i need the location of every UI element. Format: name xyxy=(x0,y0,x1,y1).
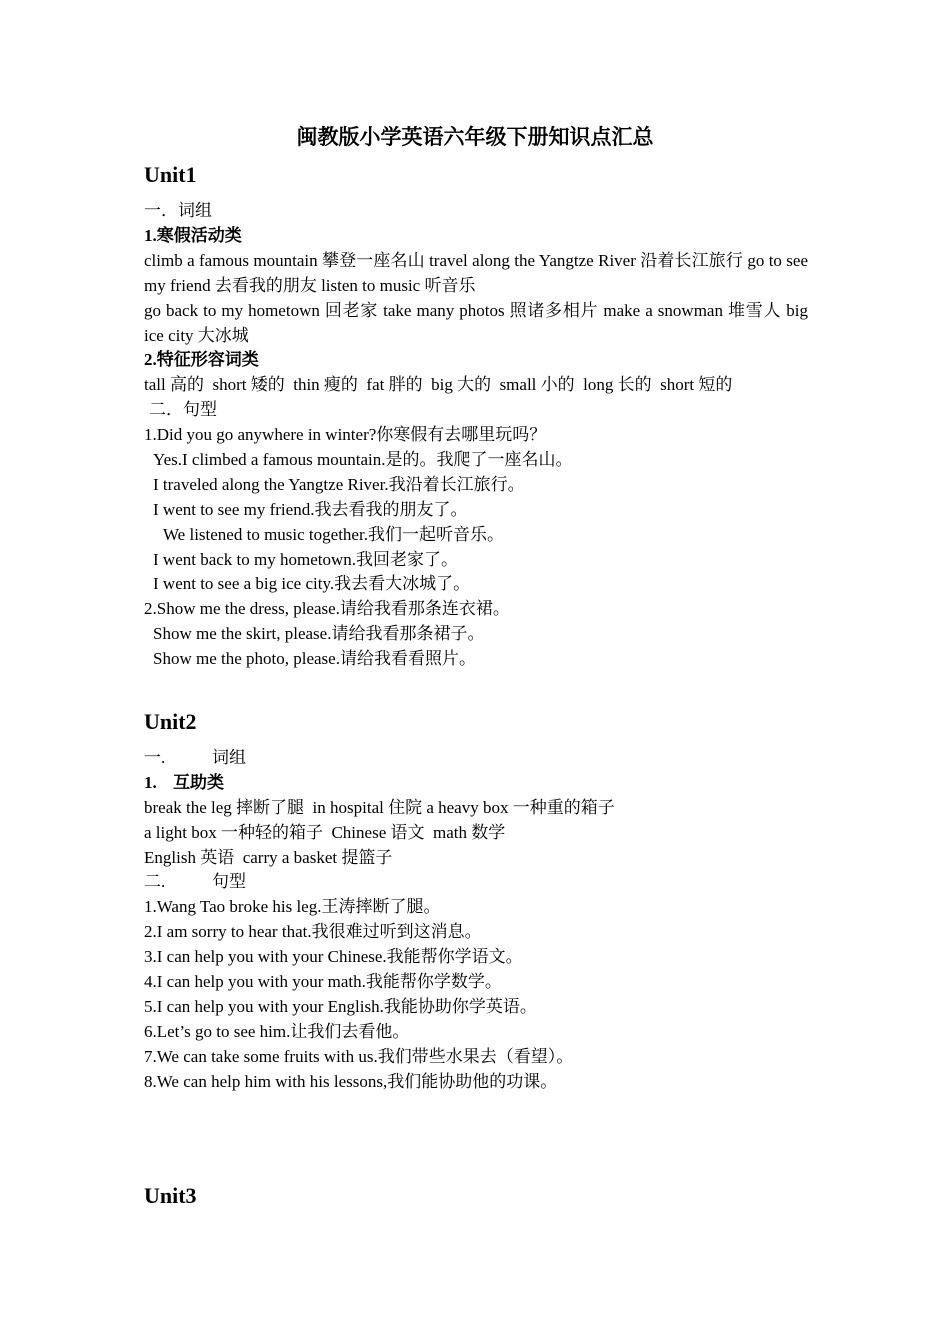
unit2-sentence: 7.We can take some fruits with us.我们带些水果去（看望）。 xyxy=(144,1046,574,1066)
unit2-sentence: 8.We can help him with his lessons,我们能协助他的功课。 xyxy=(144,1071,558,1091)
unit3-heading: Unit3 xyxy=(144,1183,197,1208)
unit2-category1-heading xyxy=(144,771,808,796)
unit2-sentence: 3.I can help you with your Chinese.我能帮你学语文。 xyxy=(144,947,523,967)
unit1-sentence: Yes.I climbed a famous mountain.是的。我爬了一座名山。 xyxy=(153,449,573,469)
unit1-sentence: 2.Show me the dress, please.请给我看那条连衣裙。 xyxy=(144,599,510,619)
unit2-phrase-line: English 英语 carry a basket 提篮子 xyxy=(144,847,393,867)
unit2-section2-label: 句型 xyxy=(212,872,246,892)
unit2-heading: Unit2 xyxy=(144,709,197,734)
unit2-phrase-line: a light box 一种轻的箱子 Chinese 语文 math 数学 xyxy=(144,822,506,842)
unit2-section2-heading xyxy=(144,870,808,895)
unit1-sentence: I traveled along the Yangtze River.我沿着长江旅行。 xyxy=(153,474,525,494)
unit1-sentence: We listened to music together.我们一起听音乐。 xyxy=(163,524,504,544)
unit2-sentence: 4.I can help you with your math.我能帮你学数学。 xyxy=(144,972,502,992)
unit2-sentence: 2.I am sorry to hear that.我很难过听到这消息。 xyxy=(144,922,482,942)
unit1-sentence: Show me the photo, please.请给我看看照片。 xyxy=(153,649,476,669)
unit1-sentence: Show me the skirt, please.请给我看那条裙子。 xyxy=(153,624,485,644)
unit1-section1-heading: 一．词组 xyxy=(144,201,212,220)
unit1-sentence: I went to see a big ice city.我去看大冰城了。 xyxy=(153,574,471,594)
unit2-phrase-line: break the leg 摔断了腿 in hospital 住院 a heavy box 一种重的箱子 xyxy=(144,797,615,817)
unit2-sentence: 5.I can help you with your English.我能协助你学英语。 xyxy=(144,996,537,1016)
unit1-sentence: 1.Did you go anywhere in winter?你寒假有去哪里玩吗？ xyxy=(144,425,547,445)
unit2-sentence: 1.Wang Tao broke his leg.王涛摔断了腿。 xyxy=(144,897,441,917)
unit2-section2-number: 二. xyxy=(144,872,166,892)
unit2-sentence: 6.Let’s go to see him.让我们去看他。 xyxy=(144,1021,410,1041)
unit1-heading: Unit1 xyxy=(144,162,197,187)
unit1-category2-heading: 2.特征形容词类 xyxy=(144,350,259,370)
unit1-sentence: I went back to my hometown.我回老家了。 xyxy=(153,549,459,569)
unit2-content xyxy=(144,746,808,1094)
unit2-section1-label: 词组 xyxy=(212,748,246,767)
page-title: 闽教版小学英语六年级下册知识点汇总 xyxy=(296,125,654,149)
unit1-category1-heading: 1.寒假活动类 xyxy=(144,225,242,245)
unit1-category1-phrases: climb a famous mountain 攀登一座名山 travel along the Yangtze River 沿着长江旅行 go to see my friend 去看我的朋友 listen to music 听音乐 xyxy=(144,250,808,295)
unit2-section1-heading xyxy=(144,746,808,771)
unit1-sentence: I went to see my friend.我去看我的朋友了。 xyxy=(153,499,468,519)
unit1-category2-adjectives: tall 高的 short 矮的 thin 瘦的 fat 胖的 big 大的 small 小的 long 长的 short 短的 xyxy=(144,375,733,395)
unit2-category1-number: 1. xyxy=(144,772,157,792)
unit1-content xyxy=(144,199,808,672)
unit2-section1-number: 一. xyxy=(144,748,166,767)
unit1-section2-heading: 二．句型 xyxy=(149,400,217,420)
unit2-category1-label: 互助类 xyxy=(173,772,224,792)
unit1-category1-phrases-continued: go back to my hometown 回老家 take many photos 照诸多相片 make a snowman 堆雪人 big ice city 大冰城 xyxy=(144,300,808,345)
